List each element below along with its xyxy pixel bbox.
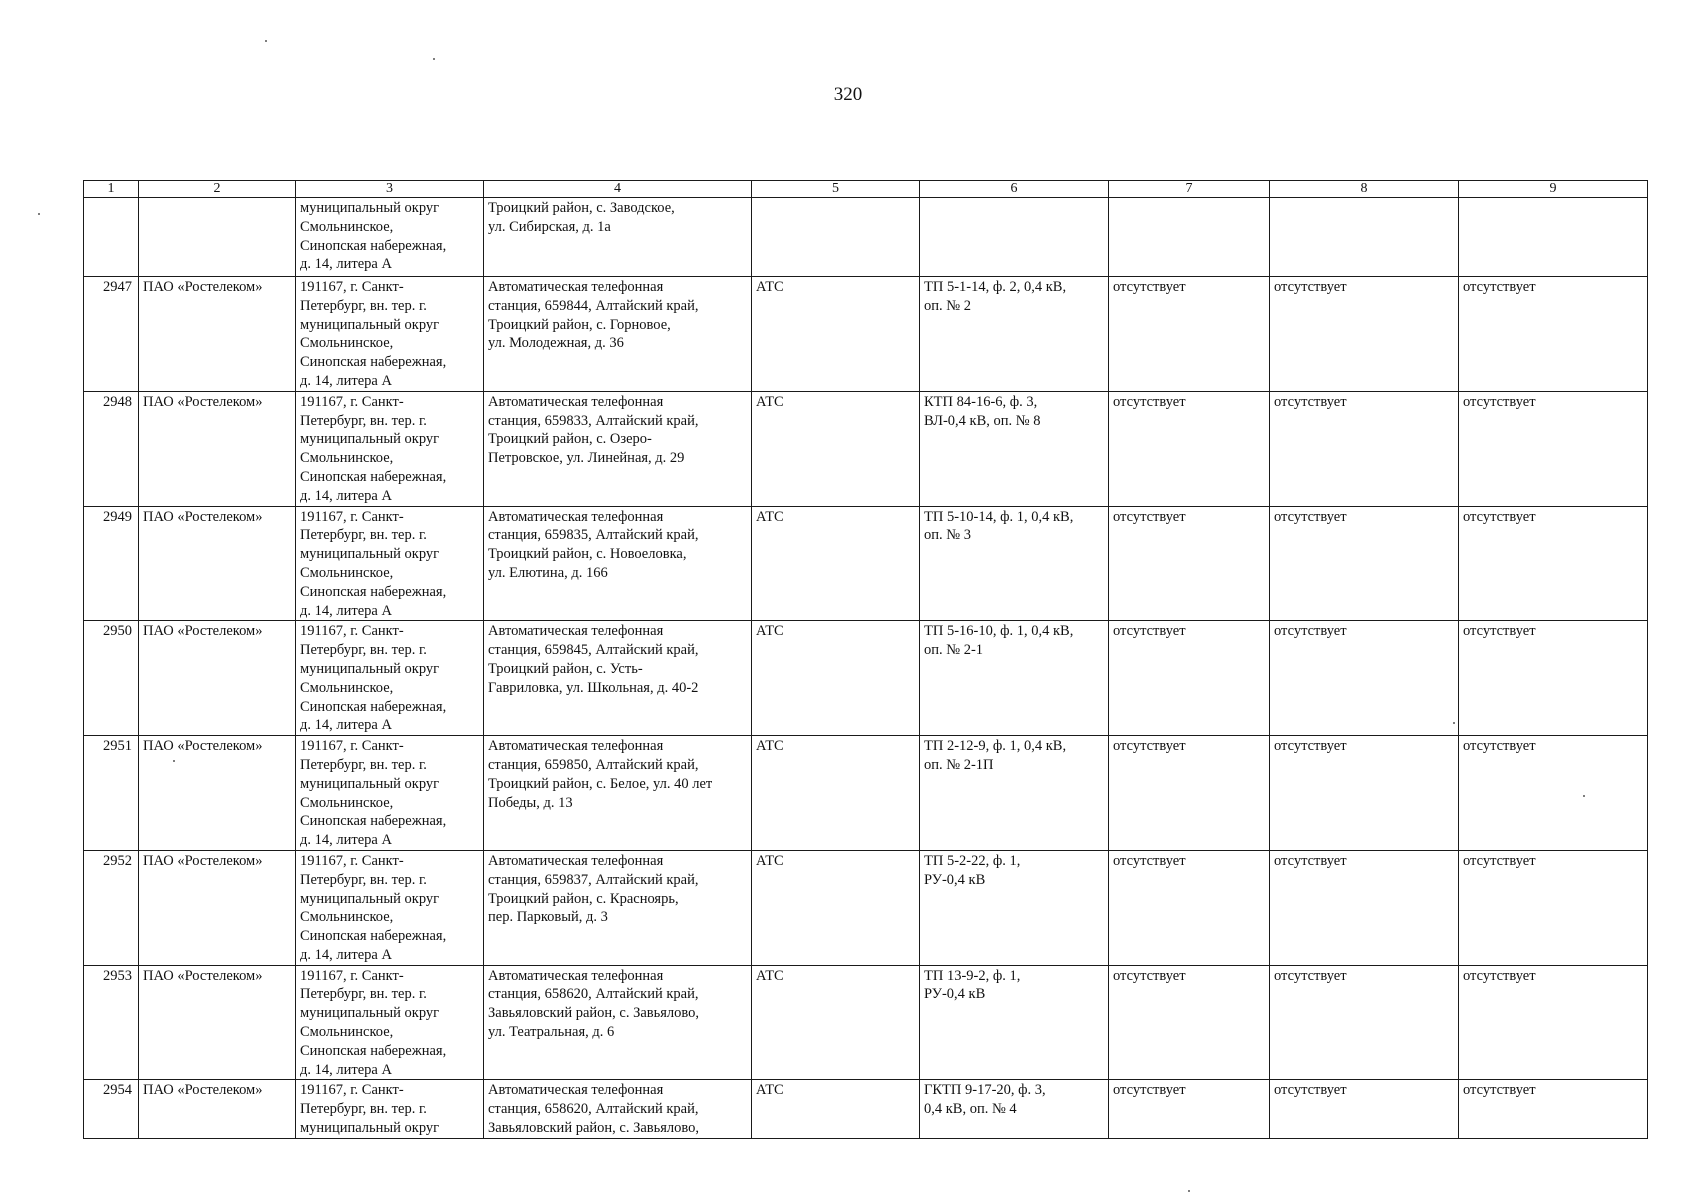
- cell-address: [296, 621, 484, 736]
- cell-text-line: д. 14, литера А: [300, 832, 392, 849]
- cell-text-line: станция, 659850, Алтайский край,: [488, 756, 699, 773]
- cell-location: [484, 965, 752, 1080]
- cell-owner: [139, 198, 296, 277]
- cell-text-line: Автоматическая телефонная: [488, 1082, 664, 1099]
- cell-location: [484, 621, 752, 736]
- cell-text-line: Смольнинское,: [300, 1024, 394, 1041]
- cell-text-line: Петербург, вн. тер. г.: [300, 297, 427, 314]
- cell-text-line: Смольнинское,: [300, 909, 394, 926]
- column-header-1: 1: [84, 181, 139, 198]
- cell-text-line: муниципальный округ: [300, 1005, 440, 1022]
- cell-text-line: д. 14, литера А: [300, 717, 392, 734]
- cell-text-line: Петербург, вн. тер. г.: [300, 412, 427, 429]
- column-header-2: 2: [139, 181, 296, 198]
- cell-text-line: Смольнинское,: [300, 564, 394, 581]
- cell-text-line: станция, 659833, Алтайский край,: [488, 412, 699, 429]
- cell-text-line: пер. Парковый, д. 3: [488, 909, 608, 926]
- cell-text-line: Петербург, вн. тер. г.: [300, 642, 427, 659]
- cell-type: АТС: [752, 965, 920, 1080]
- cell-location: [484, 850, 752, 965]
- cell-connection: [920, 850, 1109, 965]
- cell-text-line: Смольнинское,: [300, 335, 394, 352]
- cell-text-line: Синопская набережная,: [300, 813, 447, 830]
- page-number: 320: [833, 84, 863, 105]
- scan-speck: [433, 58, 435, 60]
- cell-text-line: Победы, д. 13: [488, 794, 573, 811]
- table-body: [84, 198, 1648, 1139]
- cell-type: [752, 198, 920, 277]
- cell-col8: отсутствует: [1270, 736, 1459, 851]
- cell-connection: [920, 506, 1109, 621]
- scan-speck: [1583, 795, 1585, 797]
- cell-type: АТС: [752, 391, 920, 506]
- cell-col8: отсутствует: [1270, 965, 1459, 1080]
- cell-text-line: ТП 5-16-10, ф. 1, 0,4 кВ,: [924, 623, 1074, 640]
- cell-address: [296, 506, 484, 621]
- cell-text-line: станция, 658620, Алтайский край,: [488, 986, 699, 1003]
- cell-col8: отсутствует: [1270, 621, 1459, 736]
- column-header-3: 3: [296, 181, 484, 198]
- column-header-9: 9: [1459, 181, 1648, 198]
- cell-owner: ПАО «Ростелеком»: [139, 391, 296, 506]
- continuation-row: [84, 198, 1648, 277]
- table-row: [84, 391, 1648, 506]
- scan-speck: [1453, 722, 1455, 724]
- cell-address: [296, 277, 484, 392]
- cell-type: АТС: [752, 621, 920, 736]
- column-header-6: 6: [920, 181, 1109, 198]
- cell-number: 2948: [84, 391, 139, 506]
- cell-text-line: станция, 659837, Алтайский край,: [488, 871, 699, 888]
- scan-speck: [173, 760, 175, 762]
- table-row: [84, 506, 1648, 621]
- cell-col9: отсутствует: [1459, 965, 1648, 1080]
- cell-owner: ПАО «Ростелеком»: [139, 965, 296, 1080]
- cell-type: АТС: [752, 1080, 920, 1138]
- cell-col7: отсутствует: [1109, 736, 1270, 851]
- cell-location: [484, 1080, 752, 1138]
- cell-owner: ПАО «Ростелеком»: [139, 506, 296, 621]
- cell-text-line: оп. № 2: [924, 297, 971, 314]
- header-row: [84, 181, 1648, 198]
- cell-text-line: 191167, г. Санкт-: [300, 623, 404, 640]
- cell-text-line: Троицкий район, с. Усть-: [488, 660, 643, 677]
- cell-text-line: 191167, г. Санкт-: [300, 852, 404, 869]
- cell-text-line: Синопская набережная,: [300, 928, 447, 945]
- cell-text-line: Синопская набережная,: [300, 237, 447, 254]
- cell-text-line: Петербург, вн. тер. г.: [300, 1101, 427, 1118]
- cell-text-line: д. 14, литера А: [300, 602, 392, 619]
- cell-text-line: РУ-0,4 кВ: [924, 986, 986, 1003]
- cell-col7: отсутствует: [1109, 1080, 1270, 1138]
- cell-text-line: Завьяловский район, с. Завьялово,: [488, 1120, 700, 1137]
- cell-col7: отсутствует: [1109, 621, 1270, 736]
- cell-text-line: Завьяловский район, с. Завьялово,: [488, 1005, 700, 1022]
- cell-address: [296, 736, 484, 851]
- table-row: [84, 277, 1648, 392]
- cell-text-line: станция, 659845, Алтайский край,: [488, 642, 699, 659]
- column-header-5: 5: [752, 181, 920, 198]
- cell-text-line: муниципальный округ: [300, 316, 440, 333]
- cell-address: [296, 198, 484, 277]
- column-header-4: 4: [484, 181, 752, 198]
- cell-text-line: Троицкий район, с. Заводское,: [488, 200, 675, 216]
- cell-text-line: муниципальный округ: [300, 660, 440, 677]
- cell-text-line: Автоматическая телефонная: [488, 508, 664, 525]
- cell-col9: отсутствует: [1459, 506, 1648, 621]
- cell-text-line: ТП 5-2-22, ф. 1,: [924, 852, 1021, 869]
- cell-text-line: д. 14, литера А: [300, 372, 392, 389]
- cell-text-line: д. 14, литера А: [300, 946, 392, 963]
- cell-col8: [1270, 198, 1459, 277]
- cell-connection: [920, 198, 1109, 277]
- cell-text-line: Синопская набережная,: [300, 1042, 447, 1059]
- cell-owner: ПАО «Ростелеком»: [139, 850, 296, 965]
- cell-address: [296, 850, 484, 965]
- cell-type: АТС: [752, 850, 920, 965]
- cell-text-line: д. 14, литера А: [300, 256, 392, 273]
- cell-location: [484, 506, 752, 621]
- table-row: [84, 1080, 1648, 1138]
- cell-text-line: Синопская набережная,: [300, 468, 447, 485]
- cell-text-line: станция, 658620, Алтайский край,: [488, 1101, 699, 1118]
- cell-col8: отсутствует: [1270, 506, 1459, 621]
- cell-number: 2952: [84, 850, 139, 965]
- cell-number: 2950: [84, 621, 139, 736]
- cell-owner: ПАО «Ростелеком»: [139, 736, 296, 851]
- cell-address: [296, 965, 484, 1080]
- cell-text-line: Троицкий район, с. Белое, ул. 40 лет: [488, 775, 713, 792]
- cell-owner: ПАО «Ростелеком»: [139, 1080, 296, 1138]
- cell-number: 2947: [84, 277, 139, 392]
- cell-location: [484, 391, 752, 506]
- cell-text-line: ул. Елютина, д. 166: [488, 564, 608, 581]
- cell-location: [484, 277, 752, 392]
- cell-text-line: Автоматическая телефонная: [488, 623, 664, 640]
- table-row: [84, 850, 1648, 965]
- table-row: [84, 965, 1648, 1080]
- cell-connection: [920, 1080, 1109, 1138]
- cell-text-line: Петербург, вн. тер. г.: [300, 756, 427, 773]
- cell-text-line: ТП 13-9-2, ф. 1,: [924, 967, 1021, 984]
- cell-text-line: Смольнинское,: [300, 218, 394, 235]
- scan-speck: [38, 213, 40, 215]
- cell-address: [296, 391, 484, 506]
- cell-col7: [1109, 198, 1270, 277]
- cell-text-line: Автоматическая телефонная: [488, 852, 664, 869]
- cell-text-line: ТП 5-10-14, ф. 1, 0,4 кВ,: [924, 508, 1074, 525]
- cell-text-line: оп. № 2-1: [924, 642, 984, 659]
- cell-text-line: 0,4 кВ, оп. № 4: [924, 1101, 1017, 1118]
- cell-col7: отсутствует: [1109, 965, 1270, 1080]
- cell-col9: отсутствует: [1459, 850, 1648, 965]
- cell-text-line: ВЛ-0,4 кВ, оп. № 8: [924, 412, 1041, 429]
- cell-text-line: ТП 2-12-9, ф. 1, 0,4 кВ,: [924, 738, 1067, 755]
- cell-col7: отсутствует: [1109, 506, 1270, 621]
- table-row: [84, 621, 1648, 736]
- cell-text-line: Синопская набережная,: [300, 583, 447, 600]
- cell-text-line: Смольнинское,: [300, 450, 394, 467]
- cell-location: [484, 198, 752, 277]
- cell-col9: отсутствует: [1459, 736, 1648, 851]
- cell-location: [484, 736, 752, 851]
- cell-col7: отсутствует: [1109, 391, 1270, 506]
- cell-text-line: РУ-0,4 кВ: [924, 871, 986, 888]
- cell-number: 2949: [84, 506, 139, 621]
- cell-text-line: ул. Сибирская, д. 1а: [488, 218, 611, 235]
- cell-text-line: Петровское, ул. Линейная, д. 29: [488, 450, 685, 467]
- cell-col9: [1459, 198, 1648, 277]
- cell-col8: отсутствует: [1270, 391, 1459, 506]
- cell-col9: отсутствует: [1459, 621, 1648, 736]
- cell-text-line: станция, 659844, Алтайский край,: [488, 297, 699, 314]
- cell-text-line: Троицкий район, с. Горновое,: [488, 316, 671, 333]
- registry-table: [83, 180, 1648, 1139]
- cell-text-line: Автоматическая телефонная: [488, 967, 664, 984]
- cell-text-line: Троицкий район, с. Красноярь,: [488, 890, 679, 907]
- cell-text-line: 191167, г. Санкт-: [300, 279, 404, 295]
- cell-col8: отсутствует: [1270, 1080, 1459, 1138]
- cell-col9: отсутствует: [1459, 277, 1648, 392]
- cell-text-line: Петербург, вн. тер. г.: [300, 871, 427, 888]
- cell-text-line: муниципальный округ: [300, 200, 440, 216]
- cell-text-line: Синопская набережная,: [300, 698, 447, 715]
- cell-text-line: Синопская набережная,: [300, 354, 447, 371]
- cell-type: АТС: [752, 736, 920, 851]
- cell-col9: отсутствует: [1459, 1080, 1648, 1138]
- column-header-8: 8: [1270, 181, 1459, 198]
- scan-speck: [265, 40, 267, 42]
- cell-text-line: Троицкий район, с. Озеро-: [488, 431, 652, 448]
- cell-text-line: ул. Театральная, д. 6: [488, 1024, 615, 1041]
- cell-text-line: д. 14, литера А: [300, 1061, 392, 1078]
- cell-col9: отсутствует: [1459, 391, 1648, 506]
- cell-col7: отсутствует: [1109, 850, 1270, 965]
- cell-connection: [920, 621, 1109, 736]
- cell-text-line: станция, 659835, Алтайский край,: [488, 527, 699, 544]
- cell-col7: отсутствует: [1109, 277, 1270, 392]
- cell-text-line: ТП 5-1-14, ф. 2, 0,4 кВ,: [924, 279, 1067, 295]
- cell-text-line: Смольнинское,: [300, 794, 394, 811]
- cell-text-line: Автоматическая телефонная: [488, 393, 664, 410]
- cell-text-line: 191167, г. Санкт-: [300, 508, 404, 525]
- cell-address: [296, 1080, 484, 1138]
- cell-text-line: 191167, г. Санкт-: [300, 738, 404, 755]
- cell-text-line: 191167, г. Санкт-: [300, 967, 404, 984]
- cell-owner: ПАО «Ростелеком»: [139, 277, 296, 392]
- cell-connection: [920, 736, 1109, 851]
- column-header-7: 7: [1109, 181, 1270, 198]
- cell-connection: [920, 277, 1109, 392]
- cell-type: АТС: [752, 277, 920, 392]
- cell-number: 2954: [84, 1080, 139, 1138]
- cell-text-line: Троицкий район, с. Новоеловка,: [488, 546, 687, 563]
- cell-text-line: муниципальный округ: [300, 1120, 440, 1137]
- scan-speck: [1188, 1190, 1190, 1192]
- cell-text-line: КТП 84-16-6, ф. 3,: [924, 393, 1038, 410]
- cell-text-line: оп. № 2-1П: [924, 756, 994, 773]
- cell-text-line: 191167, г. Санкт-: [300, 1082, 404, 1099]
- cell-text-line: Гавриловка, ул. Школьная, д. 40-2: [488, 679, 699, 696]
- cell-text-line: Петербург, вн. тер. г.: [300, 527, 427, 544]
- cell-text-line: муниципальный округ: [300, 775, 440, 792]
- cell-text-line: муниципальный округ: [300, 890, 440, 907]
- cell-col8: отсутствует: [1270, 277, 1459, 392]
- cell-text-line: Автоматическая телефонная: [488, 738, 664, 755]
- cell-number: [84, 198, 139, 277]
- cell-text-line: Смольнинское,: [300, 679, 394, 696]
- cell-text-line: д. 14, литера А: [300, 487, 392, 504]
- cell-connection: [920, 965, 1109, 1080]
- cell-number: 2951: [84, 736, 139, 851]
- cell-text-line: 191167, г. Санкт-: [300, 393, 404, 410]
- cell-connection: [920, 391, 1109, 506]
- cell-type: АТС: [752, 506, 920, 621]
- table-row: [84, 736, 1648, 851]
- cell-number: 2953: [84, 965, 139, 1080]
- cell-text-line: оп. № 3: [924, 527, 971, 544]
- cell-text-line: ГКТП 9-17-20, ф. 3,: [924, 1082, 1046, 1099]
- cell-text-line: муниципальный округ: [300, 546, 440, 563]
- cell-text-line: Автоматическая телефонная: [488, 279, 664, 295]
- cell-col8: отсутствует: [1270, 850, 1459, 965]
- cell-text-line: ул. Молодежная, д. 36: [488, 335, 624, 352]
- cell-owner: ПАО «Ростелеком»: [139, 621, 296, 736]
- cell-text-line: Петербург, вн. тер. г.: [300, 986, 427, 1003]
- cell-text-line: муниципальный округ: [300, 431, 440, 448]
